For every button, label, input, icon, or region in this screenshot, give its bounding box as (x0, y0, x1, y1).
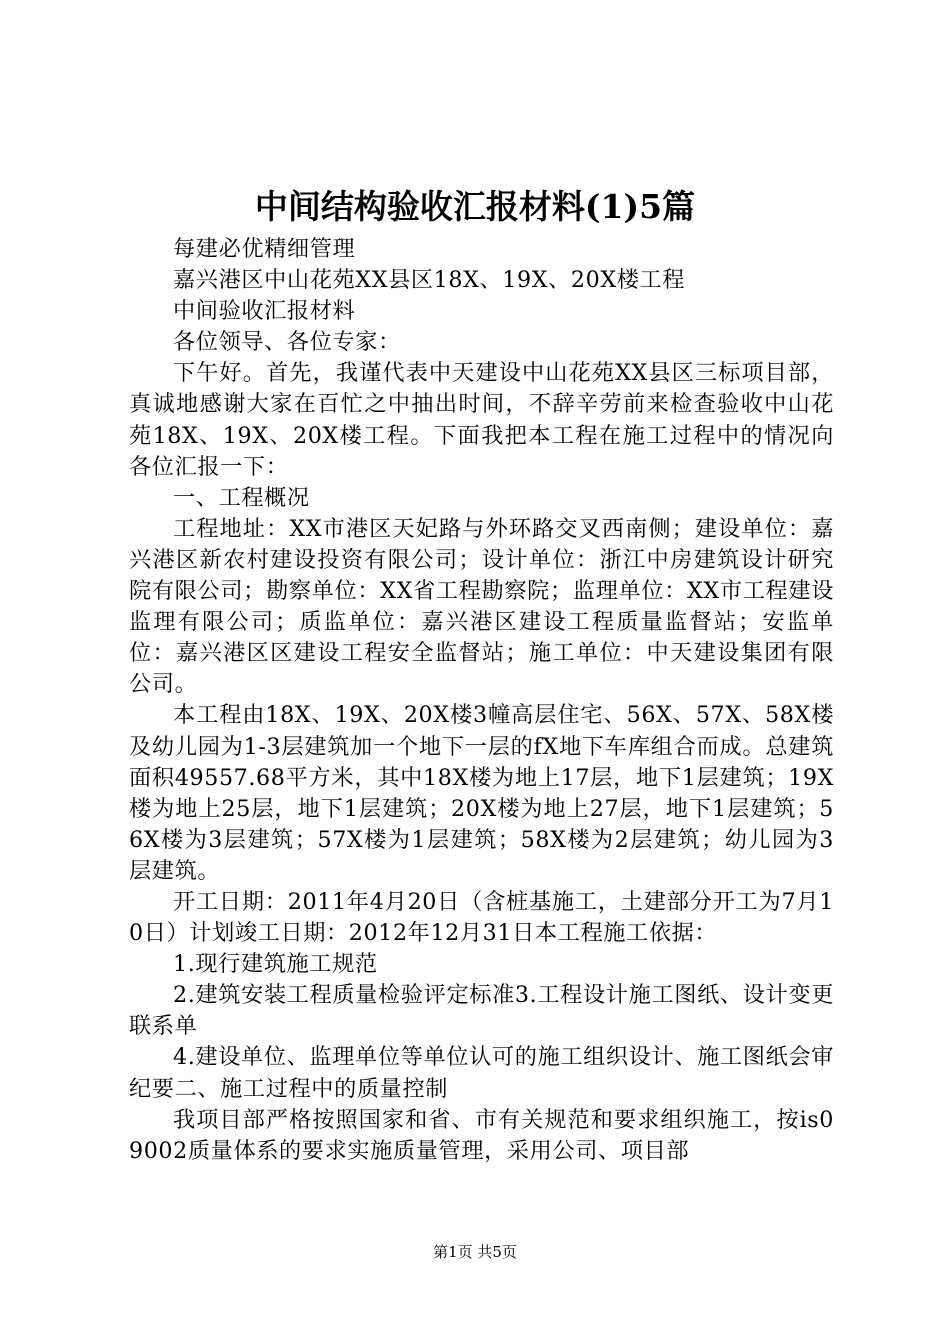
list-item-4: 4.建设单位、监理单位等单位认可的施工组织设计、施工图纸会审纪要二、施工过程中的质量控制 (129, 1044, 834, 1102)
document-title: 中间结构验收汇报材料(1)5篇 (254, 187, 696, 226)
paragraph-project-name: 嘉兴港区中山花苑XX县区18X、19X、20X楼工程 (173, 267, 686, 294)
paragraph-greeting: 下午好。首先，我谨代表中天建设中山花苑XX县区三标项目部，真诚地感谢大家在百忙之中抽出时间，不辞辛劳前来检查验收中山花苑18X、19X、20X楼工程。下面我把本工程在施工过程中的情况向各位汇报一下： (129, 360, 834, 480)
list-item-2: 2.建筑安装工程质量检验评定标准3.工程设计施工图纸、设计变更联系单 (129, 982, 834, 1040)
paragraph-quality-control: 我项目部严格按照国家和省、市有关规范和要求组织施工，按is09002质量体系的要求实施质量管理，采用公司、项目部 (129, 1106, 834, 1164)
paragraph-subtitle: 每建必优精细管理 (173, 236, 356, 262)
paragraph-report-title: 中间验收汇报材料 (173, 298, 356, 325)
paragraph-schedule: 开工日期：2011年4月20日（含桩基施工，土建部分开工为7月10日）计划竣工日期：2012年12月31日本工程施工依据： (129, 888, 834, 947)
paragraph-project-scope: 本工程由18X、19X、20X楼3幢高层住宅、56X、57X、58X楼及幼儿园为1-3层建筑加一个地下一层的fX地下车库组合而成。总建筑面积49557.68平方米，其中18X楼为地上17层，地下1层建筑；19X楼为地上25层，地下1层建筑；20X楼为地上27层，地下1层建筑；56X楼为3层建筑；57X楼为1层建筑；58X楼为2层建筑；幼儿园为3层建筑。 (129, 702, 834, 884)
page-number-footer: 第1页 共5页 (433, 1243, 517, 1261)
paragraph-salutation: 各位领导、各位专家： (173, 329, 401, 356)
list-item-1: 1.现行建筑施工规范 (173, 951, 378, 978)
section-heading-overview: 一、工程概况 (173, 484, 310, 511)
paragraph-project-address: 工程地址：XX市港区天妃路与外环路交叉西南侧；建设单位：嘉兴港区新农村建设投资有限公司；设计单位：浙江中房建筑设计研究院有限公司；勘察单位：XX省工程勘察院；监理单位：XX市工程建设监理有限公司；质监单位：嘉兴港区建设工程质量监督站；安监单位：嘉兴港区区建设工程安全监督站；施工单位：中天建设集团有限公司。 (129, 515, 834, 698)
document-body (129, 234, 834, 1167)
